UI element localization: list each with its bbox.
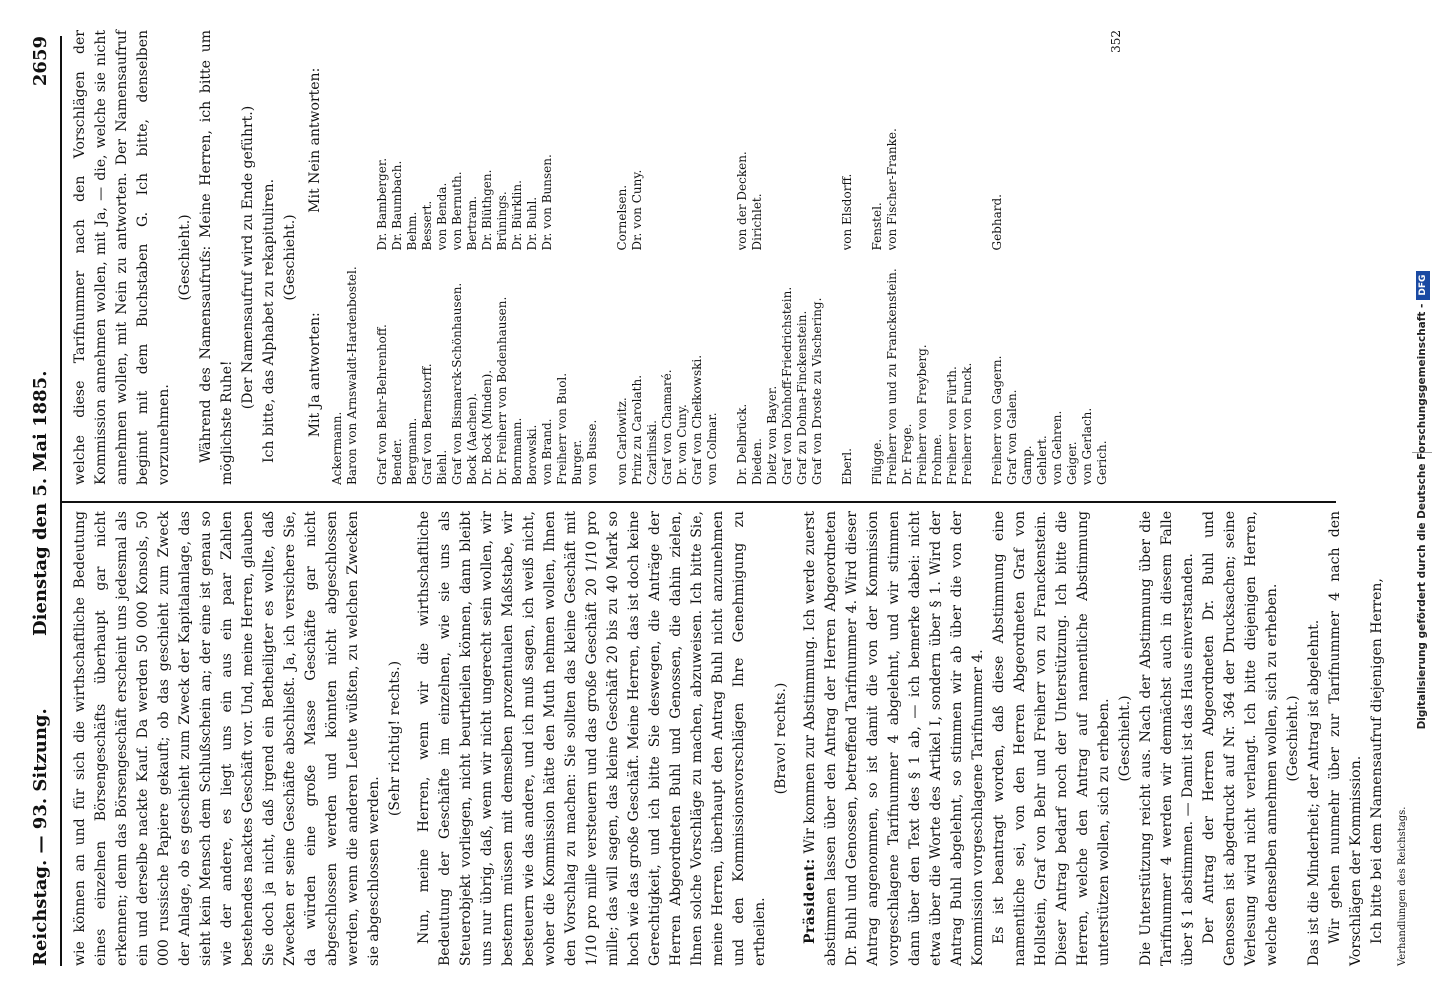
ja-name: Freiherr von Gagern.	[990, 355, 1004, 485]
nein-name: Cornelsen.	[615, 184, 629, 251]
ja-name: Graf von Chełkowski.	[690, 354, 704, 485]
ja-name: Dr. Frege.	[900, 423, 914, 485]
paragraph-text: Wir kommen zur Abstimmung. Ich werde zuerst abstimmen lassen über den Antrag der Herren Abgeordneten Dr. Buhl und Genossen, betreffend Tarifnummer 4. Wird dieser Antrag angenommen, so ist damit die von der Kommission vorgeschlagene Tarifnummer 4 abgelehnt, und wir stimmen dann über den Text des § 1 ab, — ich bemerke dabei: nicht etwa über die Worte des Artikel I, sondern über § 1. Wird der Antrag Buhl abgelehnt, so stimmen wir ab über die von der Kommission vorgeschlagene Tarifnummer 4.	[802, 511, 986, 966]
ja-name: Freiherr von Funck.	[960, 362, 974, 485]
nein-name	[780, 30, 795, 251]
ja-name: Freiherr von und zu Franckenstein.	[885, 268, 899, 485]
ja-name: Graf von Droste zu Vischering.	[810, 297, 824, 485]
paragraph: Während des Namensaufrufs: Meine Herren, ich bitte um möglichste Ruhe!	[198, 30, 235, 485]
nein-name	[1005, 30, 1020, 251]
nein-name	[1035, 30, 1050, 251]
nein-name: Dr. Baumbach.	[390, 160, 404, 251]
ja-name: Dieden.	[750, 438, 764, 485]
president-paragraph	[800, 511, 989, 966]
ja-name: Graf zu Dohna-Finckenstein.	[795, 310, 809, 485]
interjection: (Geschieht.)	[177, 214, 193, 301]
running-header	[30, 36, 56, 966]
header-page-number: 2659	[30, 36, 51, 87]
nein-name: Dr. Bamberger.	[375, 157, 389, 251]
ja-name	[975, 265, 990, 486]
ja-name	[360, 265, 375, 486]
interjection: (Bravo! rechts.)	[773, 682, 789, 795]
right-column	[70, 30, 1127, 485]
ja-name: von Colmar.	[705, 412, 719, 485]
ja-name: Prinz zu Carolath.	[630, 374, 644, 485]
paragraph: Das ist die Minderheit; der Antrag ist abgelehnt.	[1306, 619, 1322, 966]
ja-name: Graf von Galen.	[1005, 389, 1019, 485]
speaker-label: Präsident:	[802, 858, 818, 944]
ja-name: Graf von Bismarck-Schönhausen.	[450, 282, 464, 485]
nein-name: Bertram.	[465, 195, 479, 251]
ja-name: von Brand.	[540, 418, 554, 485]
page-number: 352	[1109, 30, 1123, 53]
interjection: (Sehr richtig! rechts.)	[387, 660, 403, 817]
nein-name	[930, 30, 945, 251]
dfg-sidebar	[1412, 0, 1432, 1000]
dfg-credit-text: Digitalisierung gefördert durch die Deutsche Forschungsgemeinschaft -	[1416, 303, 1428, 730]
nein-name: Dr. Buhl.	[525, 196, 539, 251]
paragraph: wie können an und für sich die wirthschaftliche Bedeutung eines einzelnen Börsengeschäfts überhaupt gar nicht erkennen; denn das Börsengeschäft erscheint uns jedesmal als ein und derselbe nackte Kauf. Da werden 50 000 Konsols, 50 000 russische Papiere gekauft; ob das geschieht zum Zweck der Anlage, ob es geschieht zum Zweck der Kapitalanlage, das sieht kein Mensch dem Schlußschein an; der eine ist genau so wie der andere, es liegt uns ein aus ein paar Zahlen bestehendes nacktes Geschäft vor. Und, meine Herren, glauben Sie doch ja nicht, daß irgend ein Betheiligter es wollte, daß Zwecken er seine Geschäfte abschließt. Ja, ich versichere Sie, da würden eine große Masse Geschäfte gar nicht abgeschlossen werden und könnten nicht abgeschlossen werden, wenn die anderen Leute wüßten, zu welchen Zwecken sie abgeschlossen werden.	[72, 511, 382, 966]
vote-name-list	[330, 30, 1110, 485]
ja-heading: Mit Ja antworten:	[307, 312, 323, 438]
nein-name: Fenstel.	[870, 202, 884, 251]
paragraph: Der Antrag der Herren Abgeordneten Dr. Buhl und Genossen ist abgedruckt auf Nr. 364 der Drucksachen; seine Verlesung wird nicht verlangt. Ich bitte diejenigen Herren, welche denselben annehmen wollen, sich zu erheben.	[1201, 511, 1280, 966]
nein-name	[360, 30, 375, 251]
nein-name	[825, 30, 840, 251]
nein-name	[960, 30, 975, 251]
ja-name: Gehlert.	[1035, 435, 1049, 485]
nein-name	[765, 30, 780, 251]
nein-name: Behm.	[405, 211, 419, 251]
nein-name: von Fischer-Franke.	[885, 128, 899, 251]
paragraph: Es ist beantragt worden, daß diese Abstimmung eine namentliche sei, von den Herren Abgeordneten Graf von Hollstein, Graf von Behr und Freiherr von zu Franckenstein. Dieser Antrag bedarf noch der Unterstützung. Ich bitte die Herren, welche den Antrag auf namentliche Abstimmung unterstützen wollen, sich zu erheben.	[991, 511, 1112, 966]
nein-name	[900, 30, 915, 251]
nein-name	[675, 30, 690, 251]
nein-name	[975, 30, 990, 251]
paragraph: Ich bitte, das Alphabet zu rekapituliren.	[261, 178, 277, 463]
nein-name	[810, 30, 825, 251]
nein-name	[855, 30, 870, 251]
nein-name	[690, 30, 705, 251]
nein-name	[570, 30, 585, 251]
ja-name: Eberl.	[840, 448, 854, 485]
ja-name: Dr. Bock (Minden).	[480, 369, 494, 485]
nein-name	[555, 30, 570, 251]
nein-name: Gebhard.	[990, 194, 1004, 251]
nein-name: von der Decken.	[735, 151, 749, 251]
ja-name: von Busse.	[585, 419, 599, 485]
nein-name	[600, 30, 615, 251]
ja-name: Freiherr von Fürth.	[945, 366, 959, 485]
nein-name	[705, 30, 720, 251]
nein-name	[720, 30, 735, 251]
paragraph: Wir gehen nunmehr über zur Tarifnummer 4 nach den Vorschlägen der Kommission.	[1327, 511, 1364, 966]
interjection: (Geschieht.)	[1117, 695, 1133, 782]
nein-name: Dr. von Bunsen.	[540, 154, 554, 251]
ja-name: Dr. Freiherr von Bodenhausen.	[495, 296, 509, 485]
vote-headings	[305, 30, 326, 485]
nein-name	[645, 30, 660, 251]
ja-name: Graf von Dönhoff-Friedrichstein.	[780, 286, 794, 485]
paragraph: welche diese Tarifnummer nach den Vorschlägen der Kommission annehmen wollen, mit Ja, — die, welche sie nicht annehmen wollen, mit Nein zu antworten. Der Namensaufruf beginnt mit dem Buchstaben G. Ich bitte, denselben vorzunehmen.	[72, 30, 172, 485]
ja-name: Biehl.	[435, 449, 449, 485]
nein-name	[660, 30, 675, 251]
nein-name	[330, 30, 345, 251]
header-left: Reichstag. — 93. Sitzung.	[30, 708, 51, 966]
column-divider	[60, 501, 1336, 503]
header-date: Dienstag den 5. Mai 1885.	[30, 370, 51, 636]
ja-name: von Gehren.	[1050, 410, 1064, 485]
dfg-logo: DFG	[1416, 271, 1430, 300]
nein-name	[1065, 30, 1080, 251]
nein-name: Dr. Blüthgen.	[480, 169, 494, 251]
ja-name: Ackermann.	[330, 411, 344, 485]
nein-name: Dr. von Cuny.	[630, 169, 644, 251]
ja-name: Frohme.	[930, 433, 944, 485]
ja-name: Geiger.	[1065, 441, 1079, 485]
ja-name: Graf von Behr-Behrenhoff.	[375, 324, 389, 485]
ja-name: Bornmann.	[510, 417, 524, 485]
paragraph: Ich bitte bei dem Namensaufruf diejenigen Herren,	[1369, 578, 1385, 944]
ja-name: Borowski.	[525, 424, 539, 485]
ja-name: Freiherr von Buol.	[555, 372, 569, 485]
ja-name: Burger.	[570, 439, 584, 485]
nein-name: von Bernuth.	[450, 171, 464, 251]
nein-name	[1080, 30, 1095, 251]
ja-name: Graf von Chamaré.	[660, 369, 674, 485]
nein-name	[585, 30, 600, 251]
ja-name: Dr. von Cuny.	[675, 404, 689, 485]
ja-name: von Gerlach.	[1080, 407, 1094, 485]
ja-name	[600, 265, 615, 486]
ja-name: Czarlinski.	[645, 420, 659, 485]
interjection: (Der Namensaufruf wird zu Ende geführt.)	[240, 105, 256, 410]
nein-name: Dr. Bürklin.	[510, 180, 524, 251]
interjection: (Geschieht.)	[282, 214, 298, 301]
nein-name	[345, 30, 360, 251]
nein-name: von Benda.	[435, 182, 449, 251]
nein-name: von Elsdorff.	[840, 173, 854, 251]
nein-name	[945, 30, 960, 251]
ja-name: Dietz von Bayer.	[765, 385, 779, 485]
nein-name: Brünings.	[495, 191, 509, 251]
publication-footer: Verhandlungen des Reichstags.	[1397, 806, 1408, 966]
ja-name: Bergmann.	[405, 417, 419, 485]
ja-name	[855, 265, 870, 486]
ja-name: Gerich.	[1095, 440, 1109, 485]
dfg-credit-line	[1412, 0, 1432, 1000]
left-column	[70, 511, 1413, 966]
nein-name	[1020, 30, 1035, 251]
ja-name: von Carlowitz.	[615, 397, 629, 485]
ja-name: Gamp.	[1020, 445, 1034, 485]
paragraph: Die Unterstützung reicht aus. Nach der Abstimmung über die Tarifnummer 4 werden wir demnächst auch in diesem Falle über § 1 abstimmen. — Damit ist das Haus einverstanden.	[1138, 511, 1196, 966]
nein-name: Bessert.	[420, 200, 434, 251]
interjection: (Geschieht.)	[1285, 695, 1301, 782]
nein-name	[915, 30, 930, 251]
nein-name	[1095, 30, 1110, 251]
ja-name: Graf von Bernstorff.	[420, 363, 434, 485]
ja-name: Baron von Arnswaldt-Hardenbostel.	[345, 266, 359, 485]
paragraph: Nun, meine Herren, wenn wir die wirthschaftliche Bedeutung der Geschäfte im einzelnen, wie sie uns als Steuerobjekt vorliegen, nicht beurtheilen können, dann bleibt uns nur übrig, daß, wenn wir nicht ungerecht sein wollen, wir bestenrn müssen mit demselben prozentualen Maßstabe, wir besteuern wie das andere, und ich muß sagen, ich weiß nicht, woher die Kommission hätte den Muth nehmen wollen, Ihnen den Vorschlag zu machen: Sie sollten das kleine Geschäft mit 1/10 pro mille versteuern und das große Geschäft 20 1/10 pro mille; das will sagen, das kleine Geschäft 20 bis zu 40 Mark so hoch wie das große Geschäft. Meine Herren, das ist doch keine Gerechtigkeit, und ich bitte Sie deswegen, die Anträge der Herren Abgeordneten Buhl und Genossen, die dahin zielen, Ihnen solche Vorschläge zu machen, abzuweisen. Ich bitte Sie, meine Herren, überhaupt den Antrag Buhl nicht anzunehmen und den Kommissionsvorschlägen Ihre Genehmigung zu ertheilen.	[416, 511, 768, 966]
ja-name: Flügge.	[870, 438, 884, 485]
ja-name	[825, 265, 840, 486]
nein-name	[1050, 30, 1065, 251]
ja-name: Bender.	[390, 438, 404, 485]
ja-name: Dr. Delbrück.	[735, 403, 749, 485]
nein-heading: Mit Nein antworten:	[307, 67, 323, 213]
ja-name	[720, 265, 735, 486]
nein-name	[795, 30, 810, 251]
nein-name: Dirichlet.	[750, 193, 764, 251]
ja-name: Bock (Aachen).	[465, 392, 479, 485]
ja-name: Freiherr von Freyberg.	[915, 344, 929, 485]
